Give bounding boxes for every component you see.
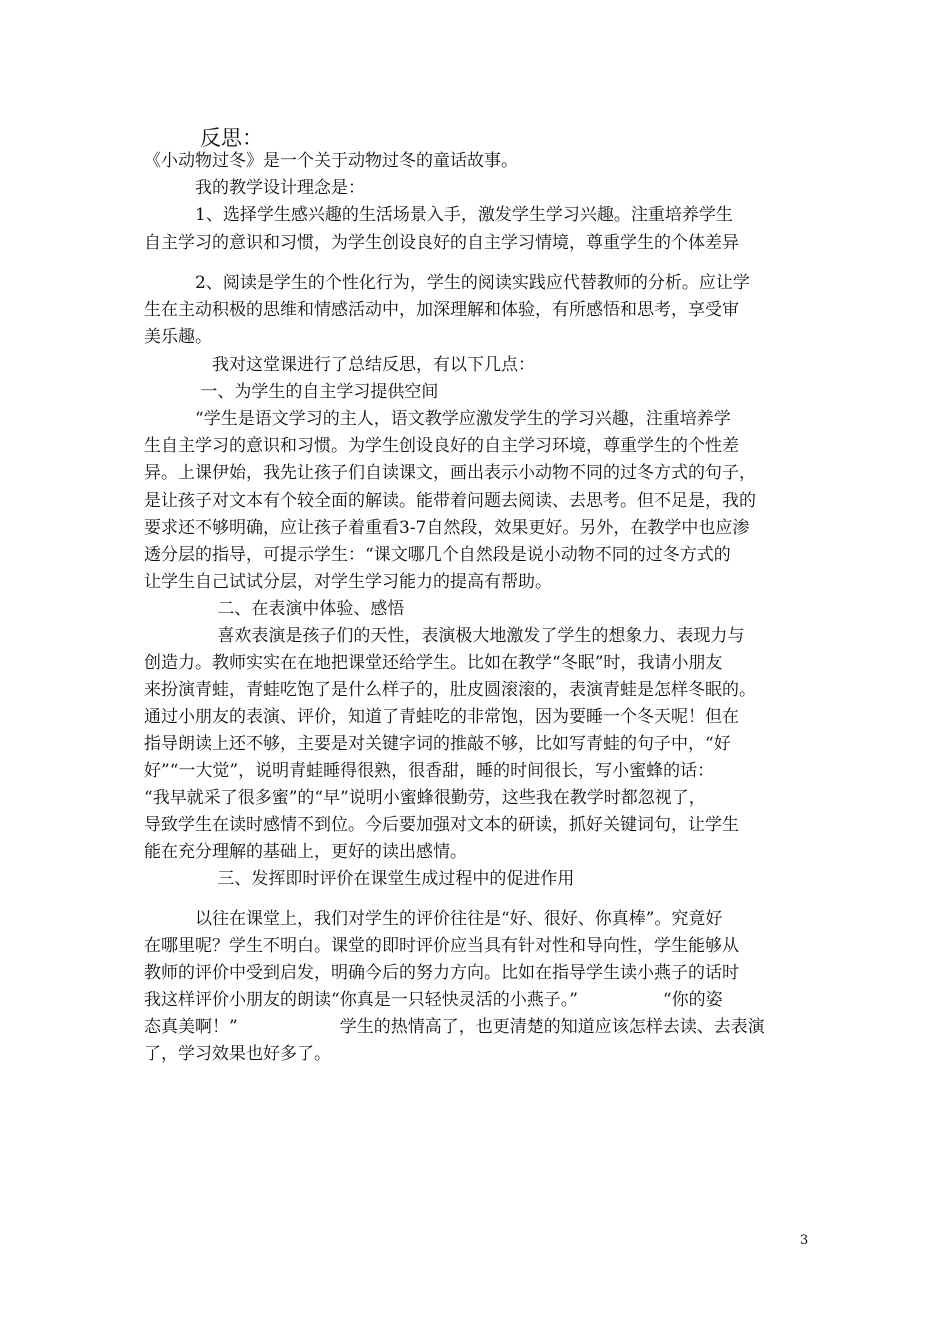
text-line: 通过小朋友的表演、评价，知道了青蛙吃的非常饱，因为要睡一个冬天呢！但在 [144, 707, 739, 727]
text-line: 指导朗读上还不够，主要是对关键字词的推敲不够，比如写青蛙的句子中，“好 [144, 734, 731, 754]
text-line: 在哪里呢？学生不明白。课堂的即时评价应当具有针对性和导向性，学生能够从 [144, 936, 739, 956]
text-line: 要求还不够明确，应让孩子着重看3-7自然段，效果更好。另外，在教学中也应渗 [144, 518, 750, 538]
text-line: 二、在表演中体验、感悟 [144, 599, 405, 619]
text-line: 生在主动积极的思维和情感活动中，加深理解和体验，有所感悟和思考，享受审 [144, 300, 739, 320]
text-line: 创造力。教师实实在在地把课堂还给学生。比如在教学“冬眠”时，我请小朋友 [144, 653, 723, 673]
text-line: 1、选择学生感兴趣的生活场景入手，激发学生学习兴趣。注重培养学生 [144, 205, 733, 225]
text-line: 我这样评价小朋友的朗读“你真是一只轻快灵活的小燕子。” “你的姿 [144, 990, 723, 1010]
reflection-heading: 反思： [200, 126, 263, 150]
text-line: 能在充分理解的基础上，更好的读出感情。 [144, 842, 467, 862]
text-line: 2、阅读是学生的个性化行为，学生的阅读实践应代替教师的分析。应让学 [144, 273, 750, 293]
page-number: 3 [800, 1233, 809, 1248]
text-line: 态真美啊！” 学生的热情高了，也更清楚的知道应该怎样去读、去表演 [144, 1017, 765, 1037]
text-line: 一、为学生的自主学习提供空间 [144, 382, 439, 402]
text-line: 异。上课伊始，我先让孩子们自读课文，画出表示小动物不同的过冬方式的句子， [144, 463, 756, 483]
text-line: 我对这堂课进行了总结反思，有以下几点： [144, 355, 535, 375]
text-line: 美乐趣。 [144, 327, 212, 347]
text-line: 喜欢表演是孩子们的天性，表演极大地激发了学生的想象力、表现力与 [144, 626, 745, 646]
text-line: 是让孩子对文本有个较全面的解读。能带着问题去阅读、去思考。但不足是，我的 [144, 491, 756, 511]
text-line: “我早就采了很多蜜”的“早”说明小蜜蜂很勤劳，这些我在教学时都忽视了， [144, 788, 706, 808]
text-line: 《小动物过冬》是一个关于动物过冬的童话故事。 [144, 151, 518, 171]
text-line: “学生是语文学习的主人，语文教学应激发学生的学习兴趣，注重培养学 [144, 409, 731, 429]
text-line: 透分层的指导，可提示学生：“课文哪几个自然段是说小动物不同的过冬方式的 [144, 545, 731, 565]
text-line: 我的教学设计理念是： [144, 178, 365, 198]
text-line: 好”“一大觉”，说明青蛙睡得很熟，很香甜，睡的时间很长，写小蜜蜂的话： [144, 761, 715, 781]
text-line: 导致学生在读时感情不到位。今后要加强对文本的研读，抓好关键词句，让学生 [144, 815, 739, 835]
text-line: 了，学习效果也好多了。 [144, 1044, 331, 1064]
text-line: 生自主学习的意识和习惯。为学生创设良好的自主学习环境，尊重学生的个性差 [144, 436, 739, 456]
text-line: 三、发挥即时评价在课堂生成过程中的促进作用 [144, 869, 575, 889]
text-line: 来扮演青蛙，青蛙吃饱了是什么样子的，肚皮圆滚滚的，表演青蛙是怎样冬眠的。 [144, 680, 756, 700]
text-line: 自主学习的意识和习惯，为学生创设良好的自主学习情境，尊重学生的个体差异 [144, 233, 739, 253]
text-line: 以往在课堂上，我们对学生的评价往往是“好、很好、你真棒”。究竟好 [144, 909, 723, 929]
text-line: 教师的评价中受到启发，明确今后的努力方向。比如在指导学生读小燕子的话时 [144, 963, 739, 983]
text-line: 让学生自己试试分层，对学生学习能力的提高有帮助。 [144, 572, 552, 592]
